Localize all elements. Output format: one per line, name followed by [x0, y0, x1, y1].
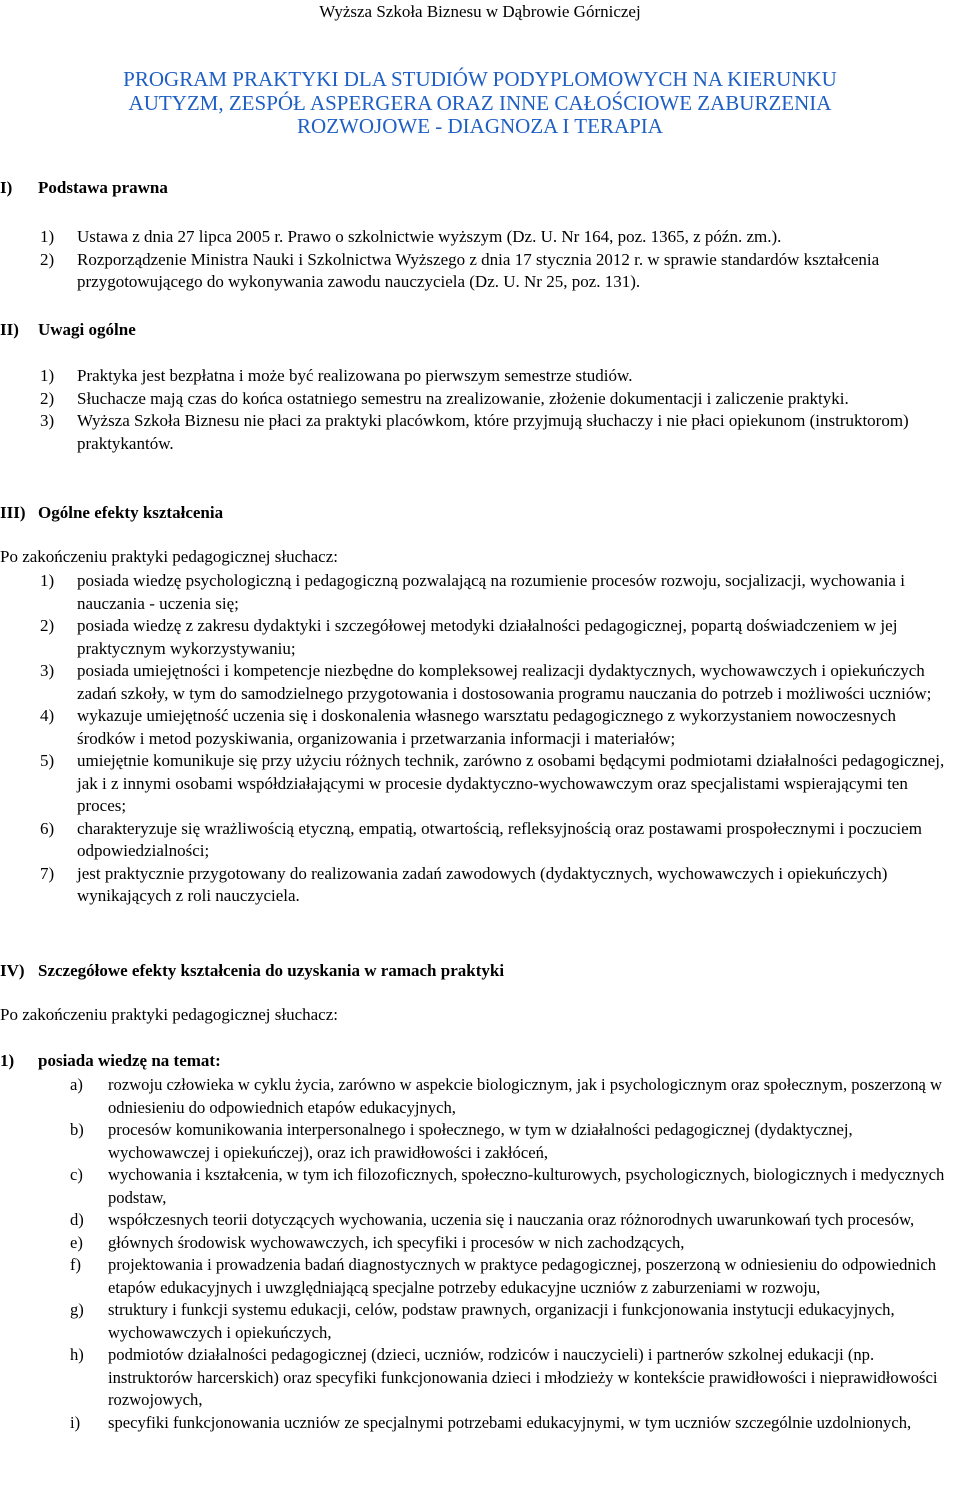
list-item-text: Wyższa Szkoła Biznesu nie płaci za praktyki placówkom, które przyjmują słuchaczy i nie płaci opiekunom (instruktorom) praktykantów.: [77, 411, 909, 453]
list-marker: b): [70, 1120, 84, 1139]
list-item: [0, 1164, 955, 1209]
list-marker: e): [70, 1232, 83, 1252]
section-3-heading: [0, 503, 223, 523]
list-item-text: Praktyka jest bezpłatna i może być realizowana po pierwszym semestrze studiów.: [77, 366, 633, 385]
list-marker: a): [70, 1075, 83, 1094]
subheading-title: posiada wiedzę na temat:: [38, 1051, 221, 1070]
section-2-heading: [0, 320, 136, 340]
section-2-list: [0, 365, 955, 455]
list-item-text: podmiotów działalności pedagogicznej (dzieci, uczniów, rodziców i nauczycieli) i partnerów szkolnej edukacji (np. instruktorów harcerskich) oraz specyfiki funkcjonowania dzieci i młodzieży w kontekście prawidłowości i nieprawidłowości rozwojowych,: [108, 1345, 938, 1409]
section-1-title: Podstawa prawna: [38, 178, 168, 197]
list-item-text: posiada wiedzę psychologiczną i pedagogiczną pozwalającą na rozumienie procesów rozwoju, socjalizacji, wychowania i nauczania - uczenia się;: [77, 571, 905, 613]
section-3-list: [0, 570, 955, 908]
list-item-text: wychowania i kształcenia, w tym ich filozoficznych, społeczno-kulturowych, psychologicznych, biologicznych i medycznych podstaw,: [108, 1165, 945, 1207]
list-marker: c): [70, 1165, 83, 1184]
list-item-text: głównych środowisk wychowawczych, ich specyfiki i procesów w nich zachodzących,: [108, 1232, 685, 1252]
list-marker: 3): [40, 411, 55, 430]
list-item: [0, 1119, 955, 1164]
list-item-text: projektowania i prowadzenia badań diagnostycznych w praktyce pedagogicznej, poszerzoną w odniesieniu do odpowiednich etapów edukacyjnych i uwzględniającą specjalne potrzeby edukacyjne uczniów z zaburzeniami w rozwoju,: [108, 1255, 937, 1297]
list-marker: 2): [40, 249, 55, 269]
list-marker: i): [70, 1412, 81, 1432]
list-item-text: struktury i funkcji systemu edukacji, celów, podstaw prawnych, organizacji i funkcjonowania instytucji edukacyjnych, wychowawczych i opiekuńczych,: [108, 1300, 895, 1342]
list-marker: 3): [40, 661, 55, 680]
subheading-number: 1): [0, 1051, 15, 1070]
list-marker: d): [70, 1210, 84, 1229]
section-2-number: II): [0, 320, 19, 339]
section-1-number: I): [0, 178, 13, 197]
list-item-text: rozwoju człowieka w cyklu życia, zarówno w aspekcie biologicznym, jak i psychologicznym oraz społecznym, poszerzoną w odniesieniu do odpowiednich etapów edukacyjnych,: [108, 1075, 943, 1117]
list-item: [0, 615, 955, 660]
list-item: [0, 249, 955, 294]
list-marker: 5): [40, 751, 55, 770]
section-1-heading: [0, 178, 168, 198]
list-item: [0, 1254, 955, 1299]
list-marker: f): [70, 1255, 82, 1274]
title-line-2: AUTYZM, ZESPÓŁ ASPERGERA ORAZ INNE CAŁOŚCIOWE ZABURZENIA: [128, 90, 832, 115]
list-marker: 2): [40, 388, 55, 408]
list-marker: h): [70, 1345, 84, 1364]
list-item-text: jest praktycznie przygotowany do realizowania zadań zawodowych (dydaktycznych, wychowawczych i opiekuńczych) wynikających z roli nauczyciela.: [77, 863, 888, 905]
list-item: [0, 863, 955, 908]
list-marker: 2): [40, 616, 55, 635]
list-item-text: współczesnych teorii dotyczących wychowania, uczenia się i nauczania oraz różnorodnych uwarunkowań tych procesów,: [108, 1210, 915, 1229]
title-line-3: ROZWOJOWE - DIAGNOZA I TERAPIA: [297, 114, 663, 138]
list-item: [0, 1232, 955, 1255]
section-4-number: IV): [0, 961, 25, 980]
list-marker: 7): [40, 863, 55, 883]
list-item: [0, 1412, 955, 1435]
list-item-text: posiada umiejętności i kompetencje niezbędne do kompleksowej realizacji dydaktycznych, wychowawczych i opiekuńczych zadań szkoły, w tym do samodzielnego przygotowania i dostosowania programu nauczania do potrzeb i możliwości uczniów;: [77, 661, 932, 703]
section-4-heading: [0, 961, 504, 981]
list-item: [0, 226, 955, 249]
school-name: Wyższa Szkoła Biznesu w Dąbrowie Górniczej: [319, 2, 641, 21]
list-item: [0, 410, 955, 455]
section-3-intro: Po zakończeniu praktyki pedagogicznej słuchacz:: [0, 547, 338, 566]
list-marker: 6): [40, 818, 55, 838]
title-line-1: PROGRAM PRAKTYKI DLA STUDIÓW PODYPLOMOWYCH NA KIERUNKU: [123, 67, 837, 91]
list-item: [0, 1344, 955, 1412]
list-item: [0, 705, 955, 750]
list-item-text: umiejętnie komunikuje się przy użyciu różnych technik, zarówno z osobami będącymi podmiotami działalności pedagogicznej, jak i z innymi osobami współdziałającymi w procesie dydaktyczno-wychowawczym oraz specjalistami wspierającymi ten proces;: [77, 751, 945, 815]
list-item: [0, 365, 955, 388]
list-item-text: procesów komunikowania interpersonalnego i społecznego, w tym w działalności pedagogicznej (dydaktycznej, wychowawczej i opiekuńczej), oraz ich prawidłowości i zakłóceń,: [108, 1120, 853, 1162]
list-marker: 1): [40, 571, 55, 590]
list-item: [0, 388, 955, 411]
section-4-list: [0, 1074, 955, 1434]
list-item: [0, 750, 955, 818]
section-2-title: Uwagi ogólne: [38, 320, 136, 339]
section-3-title: Ogólne efekty kształcenia: [38, 503, 224, 522]
section-4-title: Szczegółowe efekty kształcenia do uzyskania w ramach praktyki: [38, 961, 505, 980]
list-item-text: wykazuje umiejętność uczenia się i doskonalenia własnego warsztatu pedagogicznego z wykorzystaniem nowoczesnych środków i metod pozyskiwania, organizowania i przetwarzania informacji i materiałów;: [77, 706, 897, 748]
list-item-text: charakteryzuje się wrażliwością etyczną, empatią, otwartością, refleksyjnością oraz postawami prospołecznymi i poczuciem odpowiedzialności;: [77, 818, 922, 860]
list-item: [0, 660, 955, 705]
list-item: [0, 1299, 955, 1344]
list-marker: 1): [40, 227, 55, 246]
list-item-text: posiada wiedzę z zakresu dydaktyki i szczegółowej metodyki działalności pedagogicznej, popartą doświadczeniem w jej praktycznym wykorzystywaniu;: [77, 616, 898, 658]
list-item: [0, 818, 955, 863]
list-marker: g): [70, 1300, 84, 1319]
section-4-subheading: [0, 1051, 221, 1071]
list-item-text: specyfiki funkcjonowania uczniów ze specjalnymi potrzebami edukacyjnymi, w tym uczniów szczególnie uzdolnionych,: [108, 1412, 912, 1432]
list-item-text: Słuchacze mają czas do końca ostatniego semestru na zrealizowanie, złożenie dokumentacji i zaliczenie praktyki.: [77, 388, 849, 408]
list-item: [0, 570, 955, 615]
list-item-text: Rozporządzenie Ministra Nauki i Szkolnictwa Wyższego z dnia 17 stycznia 2012 r. w sprawie standardów kształcenia przygotowującego do wykonywania zawodu nauczyciela (Dz. U. Nr 25, poz. 131).: [77, 249, 880, 291]
section-1-list: [0, 226, 955, 294]
list-marker: 4): [40, 706, 55, 725]
list-item: [0, 1074, 955, 1119]
list-item: [0, 1209, 955, 1232]
document-title: [0, 68, 960, 139]
list-marker: 1): [40, 366, 55, 385]
section-4-intro: Po zakończeniu praktyki pedagogicznej słuchacz:: [0, 1005, 338, 1024]
section-3-number: III): [0, 503, 26, 522]
list-item-text: Ustawa z dnia 27 lipca 2005 r. Prawo o szkolnictwie wyższym (Dz. U. Nr 164, poz. 1365, z późn. zm.).: [77, 227, 782, 246]
